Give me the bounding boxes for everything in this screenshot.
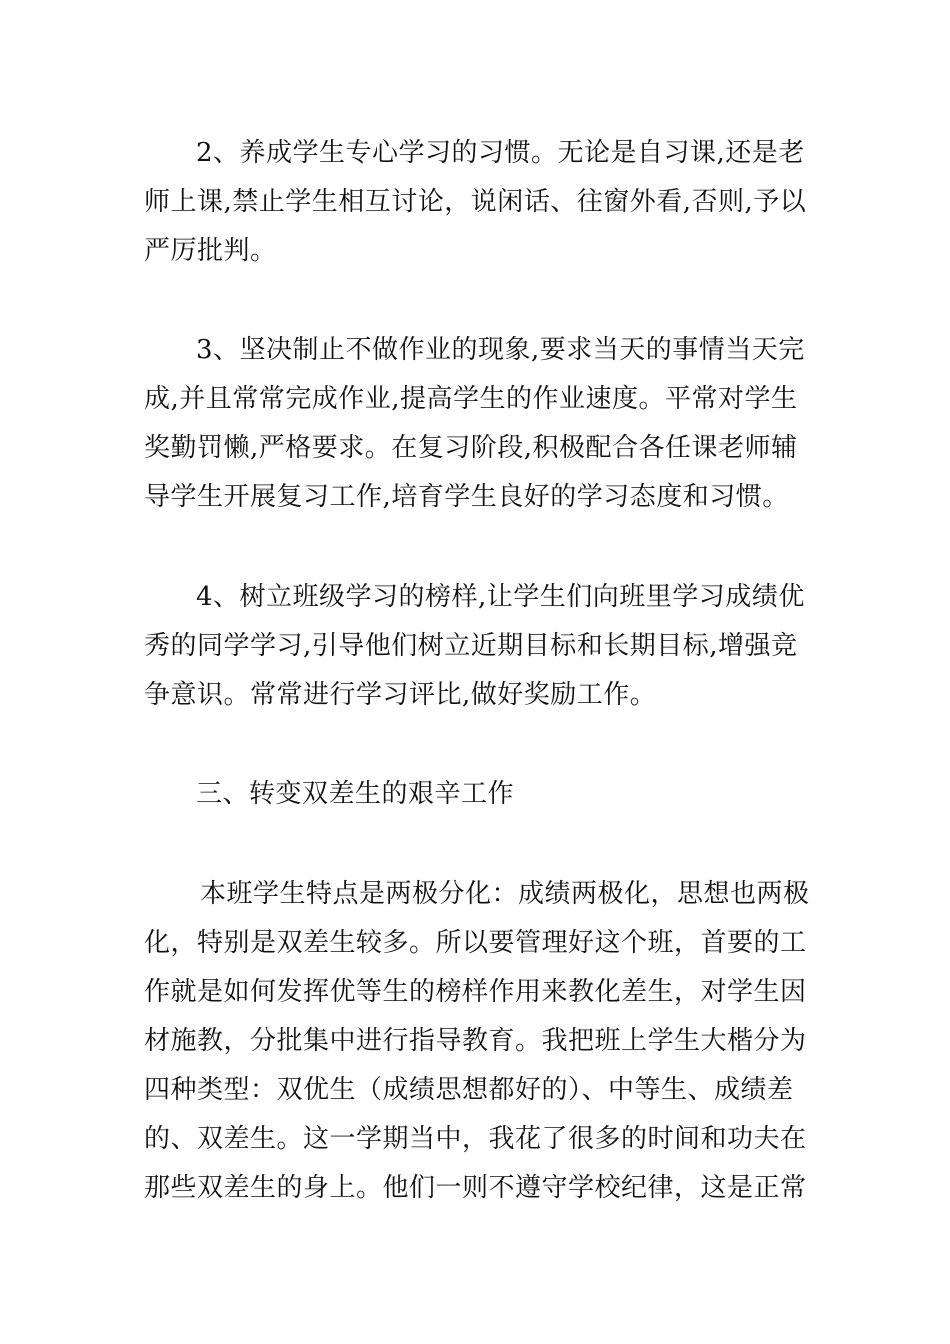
paragraph-line: 争意识。常常进行学习评比,做好奖励工作。 (144, 680, 657, 710)
paragraph-line: 秀的同学学习,引导他们树立近期目标和长期目标,增强竞 (144, 631, 798, 661)
paragraph-line: 2、养成学生专心学习的习惯。无论是自习课,还是老 (196, 138, 805, 168)
paragraph-line: 3、坚决制止不做作业的现象,要求当天的事情当天完 (196, 335, 805, 365)
heading-line: 三、转变双差生的艰辛工作 (196, 779, 515, 809)
paragraph-line: 师上课,禁止学生相互讨论，说闲话、往窗外看,否则,予以 (144, 187, 807, 217)
paragraph-line: 本班学生特点是两极分化：成绩两极化，思想也两极 (200, 879, 810, 909)
paragraph-line: 化，特别是双差生较多。所以要管理好这个班，首要的工 (144, 928, 807, 958)
paragraph-line: 4、树立班级学习的榜样,让学生们向班里学习成绩优 (196, 582, 805, 612)
paragraph-line: 材施教，分批集中进行指导教育。我把班上学生大楷分为 (144, 1026, 807, 1056)
paragraph-line: 四种类型：双优生（成绩思想都好的）、中等生、成绩差 (144, 1075, 794, 1105)
paragraph-line: 的、双差生。这一学期当中，我花了很多的时间和功夫在 (144, 1124, 807, 1154)
paragraph-line: 那些双差生的身上。他们一则不遵守学校纪律，这是正常 (144, 1173, 807, 1203)
paragraph-line: 严厉批判。 (144, 236, 277, 266)
paragraph-line: 成,并且常常完成作业,提高学生的作业速度。平常对学生 (144, 384, 798, 414)
paragraph-line: 导学生开展复习工作,培育学生良好的学习态度和习惯。 (144, 482, 789, 512)
paragraph-line: 作就是如何发挥优等生的榜样作用来教化差生，对学生因 (144, 977, 807, 1007)
paragraph-line: 奖勤罚懒,严格要求。在复习阶段,积极配合各任课老师辅 (144, 433, 798, 463)
